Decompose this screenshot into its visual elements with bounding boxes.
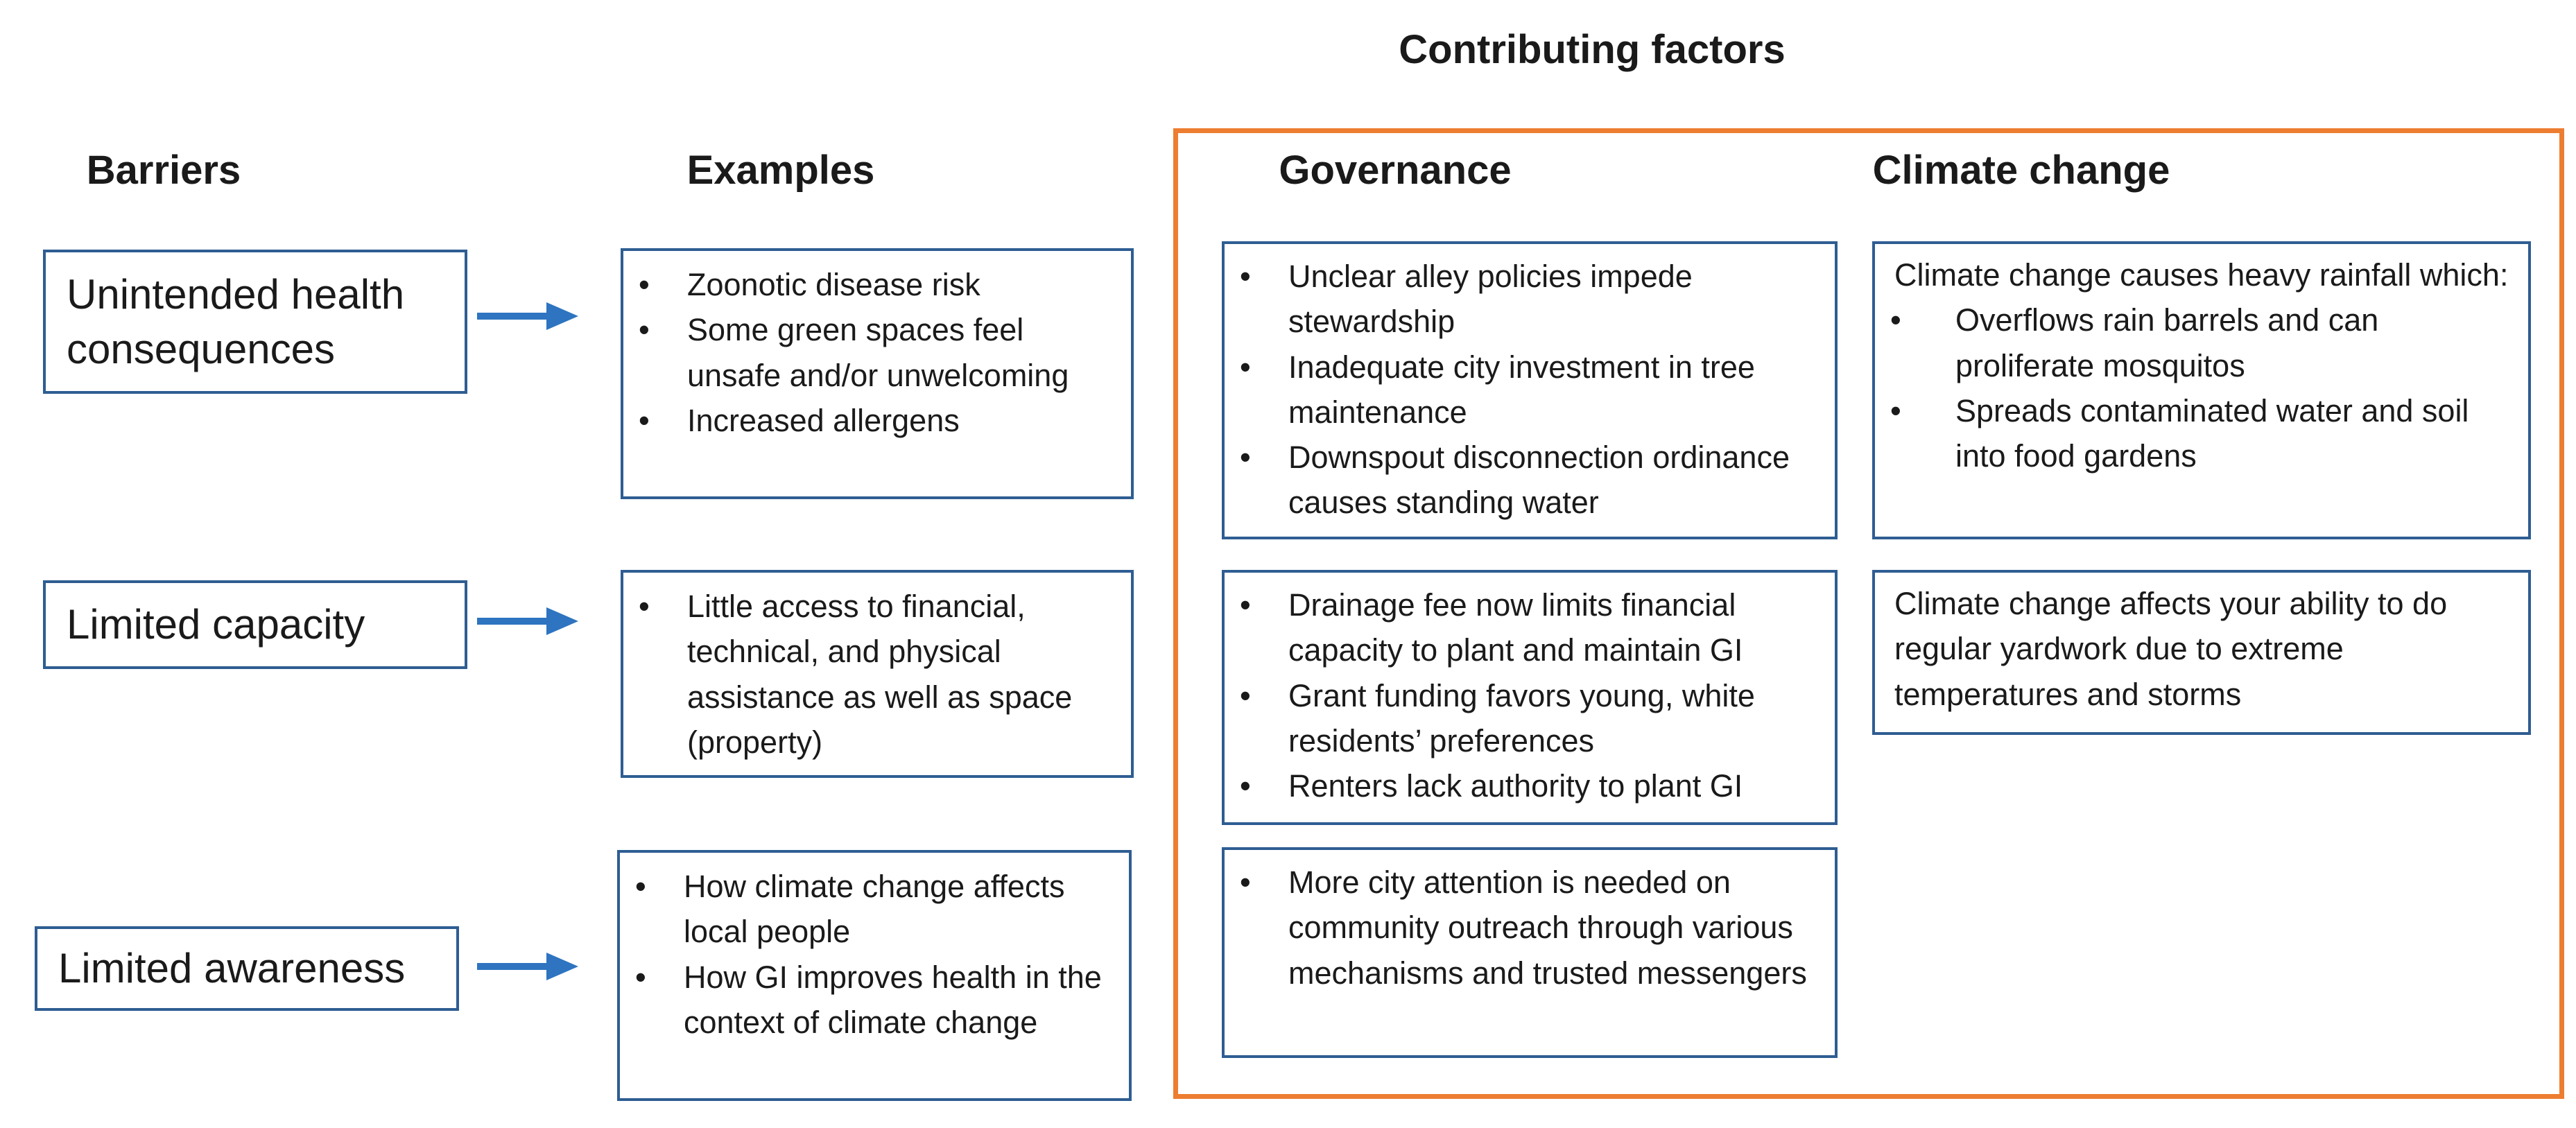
list-item: • Drainage fee now limits financial capacity to plant and maintain GI: [1225, 582, 1822, 673]
list-item: • More city attention is needed on community outreach through various mechanisms and trusted messengers: [1225, 860, 1822, 996]
list-item: • Renters lack authority to plant GI: [1225, 763, 1822, 808]
governance-list: [1225, 860, 1822, 996]
examples-heading: Examples: [686, 148, 875, 193]
governance-box-awareness: [1222, 847, 1838, 1058]
examples-list: [623, 262, 1118, 443]
examples-box-health: [621, 248, 1134, 499]
list-item: • How GI improves health in the context of climate change: [620, 955, 1116, 1045]
arrow-icon: [477, 950, 580, 983]
governance-list: [1225, 582, 1822, 808]
list-item: • Unclear alley policies impede stewardship: [1225, 254, 1822, 345]
governance-box-capacity: [1222, 570, 1838, 825]
list-item: • Increased allergens: [623, 398, 1118, 443]
barrier-label: Limited awareness: [58, 945, 406, 992]
arrow-icon: [477, 300, 580, 333]
examples-box-capacity: [621, 570, 1134, 778]
contributing-factors-heading: Contributing factors: [1399, 27, 1786, 72]
governance-heading: Governance: [1279, 148, 1512, 193]
barriers-heading: Barriers: [86, 148, 241, 193]
governance-box-health: [1222, 241, 1838, 539]
climate-box-yardwork: [1872, 570, 2531, 735]
climate-list: [1894, 297, 2513, 478]
list-item: • Spreads contaminated water and soil into food gardens: [1894, 388, 2513, 479]
list-item: • Grant funding favors young, white residents’ preferences: [1225, 673, 1822, 764]
list-item: • Downspout disconnection ordinance causes standing water: [1225, 435, 1822, 526]
list-item: • Overflows rain barrels and can proliferate mosquitos: [1894, 297, 2513, 388]
barrier-box-awareness: [35, 926, 459, 1011]
barrier-box-capacity: [43, 580, 467, 669]
arrow-icon: [477, 605, 580, 638]
governance-list: [1225, 254, 1822, 526]
climate-intro: Climate change affects your ability to do regular yardwork due to extreme temperatures and storms: [1894, 586, 2448, 712]
climate-intro: Climate change causes heavy rainfall which:: [1894, 257, 2509, 293]
list-item: • Zoonotic disease risk: [623, 262, 1118, 307]
list-item: • Some green spaces feel unsafe and/or unwelcoming: [623, 307, 1118, 398]
list-item: • Little access to financial, technical, and physical assistance as well as space (property): [623, 584, 1118, 765]
examples-list: [620, 864, 1116, 1045]
barrier-box-health: [43, 250, 467, 394]
examples-box-awareness: [617, 850, 1132, 1101]
climate-change-heading: Climate change: [1872, 148, 2170, 193]
examples-list: [623, 584, 1118, 765]
climate-box-rainfall: [1872, 241, 2531, 539]
list-item: • How climate change affects local people: [620, 864, 1116, 955]
barrier-label: Limited capacity: [67, 601, 365, 648]
barrier-label: Unintended health consequences: [67, 270, 405, 372]
list-item: • Inadequate city investment in tree maintenance: [1225, 345, 1822, 435]
